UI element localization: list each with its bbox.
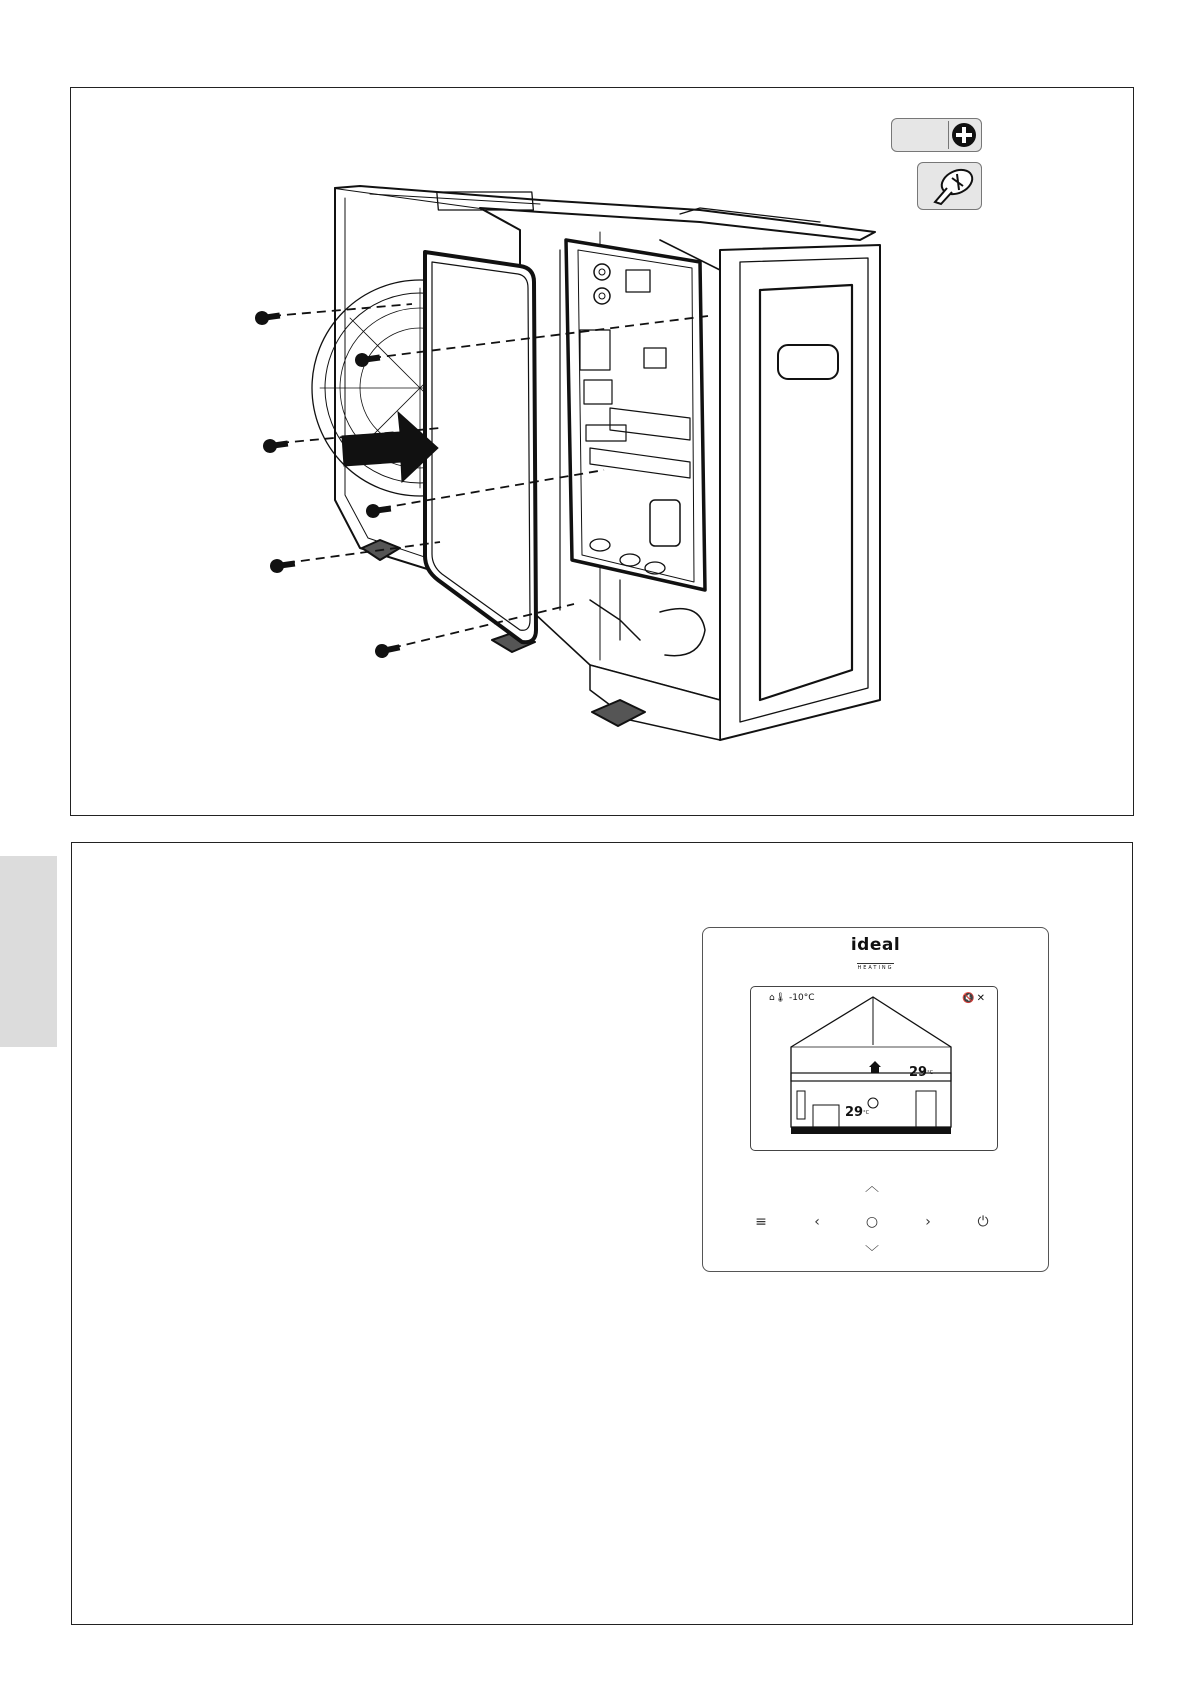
right-side-panel <box>720 245 880 740</box>
zone1-temperature <box>909 1066 933 1080</box>
brand-logo <box>703 936 1048 973</box>
right-button[interactable] <box>917 1211 939 1233</box>
zone1-temperature-unit: °C <box>927 1070 934 1076</box>
lcd-screen <box>750 986 998 1151</box>
brand-subtitle: HEATING <box>857 965 894 971</box>
left-button[interactable] <box>806 1211 828 1233</box>
menu-button[interactable] <box>750 1211 772 1233</box>
section-side-tab <box>0 856 57 1047</box>
house-illustration <box>751 987 997 1150</box>
chevron-down-icon: ﹀ <box>865 1245 879 1261</box>
mute-and-alarm-icons: 🔇✕ <box>962 993 987 1004</box>
phillips-screwdriver-tool <box>891 118 982 152</box>
screw-tool <box>917 162 982 210</box>
chevron-right-icon: › <box>925 1214 931 1230</box>
power-button[interactable] <box>972 1211 994 1233</box>
chevron-left-icon: ‹ <box>814 1214 820 1230</box>
wired-remote-controller <box>702 927 1049 1272</box>
down-button[interactable] <box>861 1242 883 1264</box>
power-icon: ⏻ <box>977 1214 989 1230</box>
up-button[interactable] <box>861 1176 883 1198</box>
brand-name: ideal <box>850 935 901 955</box>
zone1-temperature-value: 29 <box>909 1065 928 1080</box>
outdoor-temperature: ⌂🌡 -10°C <box>769 993 815 1003</box>
ok-button[interactable] <box>861 1211 883 1233</box>
zone2-temperature-value: 29 <box>845 1105 864 1120</box>
menu-icon: ≡ <box>755 1214 767 1230</box>
outdoor-temperature-value: -10°C <box>789 993 815 1003</box>
chevron-up-icon: ︿ <box>865 1179 879 1195</box>
phillips-screwdriver-icon <box>948 121 979 149</box>
zone2-temperature-unit: °C <box>863 1110 870 1116</box>
ok-circle-icon: ○ <box>865 1214 879 1230</box>
screw-icon <box>919 164 981 208</box>
front-panel <box>425 252 536 642</box>
outdoor-unit-illustration <box>0 0 1191 840</box>
zone2-temperature <box>845 1106 869 1120</box>
base-tray <box>590 665 720 740</box>
